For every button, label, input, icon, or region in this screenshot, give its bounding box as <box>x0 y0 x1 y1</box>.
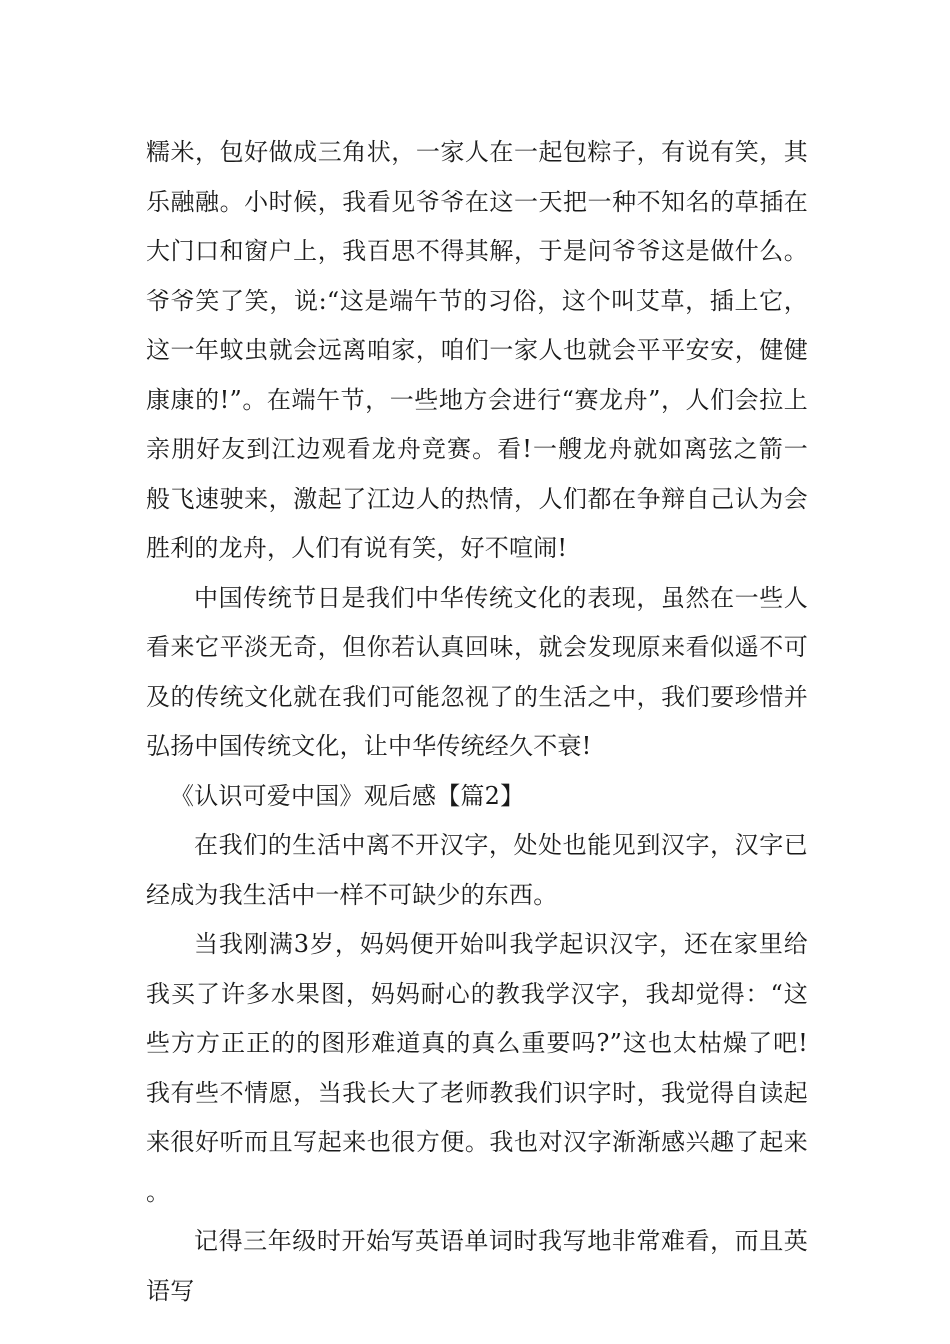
paragraph-chinese-characters: 在我们的生活中离不开汉字，处处也能见到汉字，汉字已经成为我生活中一样不可缺少的东西。 <box>146 831 808 909</box>
document-page <box>146 128 808 1316</box>
paragraph-learning-characters: 当我刚满3岁，妈妈便开始叫我学起识汉字，还在家里给我买了许多水果图，妈妈耐心的教我学汉字，我却觉得：“这些方方正正的的图形难道真的真么重要吗?”这也太枯燥了吧!我有些不情愿，当我长大了老师教我们识字时，我觉得自读起来很好听而且写起来也很方便。我也对汉字渐渐感兴趣了起来。 <box>146 930 808 1206</box>
paragraph-english-words: 记得三年级时开始写英语单词时我写地非常难看，而且英语写 <box>146 1227 808 1305</box>
section-heading: 《认识可爱中国》观后感【篇2】 <box>170 781 525 810</box>
paragraph-dragon-boat-festival: 糯米，包好做成三角状，一家人在一起包粽子，有说有笑，其乐融融。小时候，我看见爷爷在这一天把一种不知名的草插在大门口和窗户上，我百思不得其解，于是问爷爷这是做什么。爷爷笑了笑，说:“这是端午节的习俗，这个叫艾草，插上它，这一年蚊虫就会远离咱家，咱们一家人也就会平平安安，健健康康的!”。在端午节，一些地方会进行“赛龙舟”，人们会拉上亲朋好友到江边观看龙舟竞赛。看!一艘龙舟就如离弦之箭一般飞速驶来，激起了江边人的热情，人们都在争辩自己认为会胜利的龙舟，人们有说有笑，好不喧闹! <box>146 138 808 562</box>
paragraph-traditional-culture: 中国传统节日是我们中华传统文化的表现，虽然在一些人看来它平淡无奇，但你若认真回味，就会发现原来看似遥不可及的传统文化就在我们可能忽视了的生活之中，我们要珍惜并弘扬中国传统文化，让中华传统经久不衰! <box>146 583 808 760</box>
